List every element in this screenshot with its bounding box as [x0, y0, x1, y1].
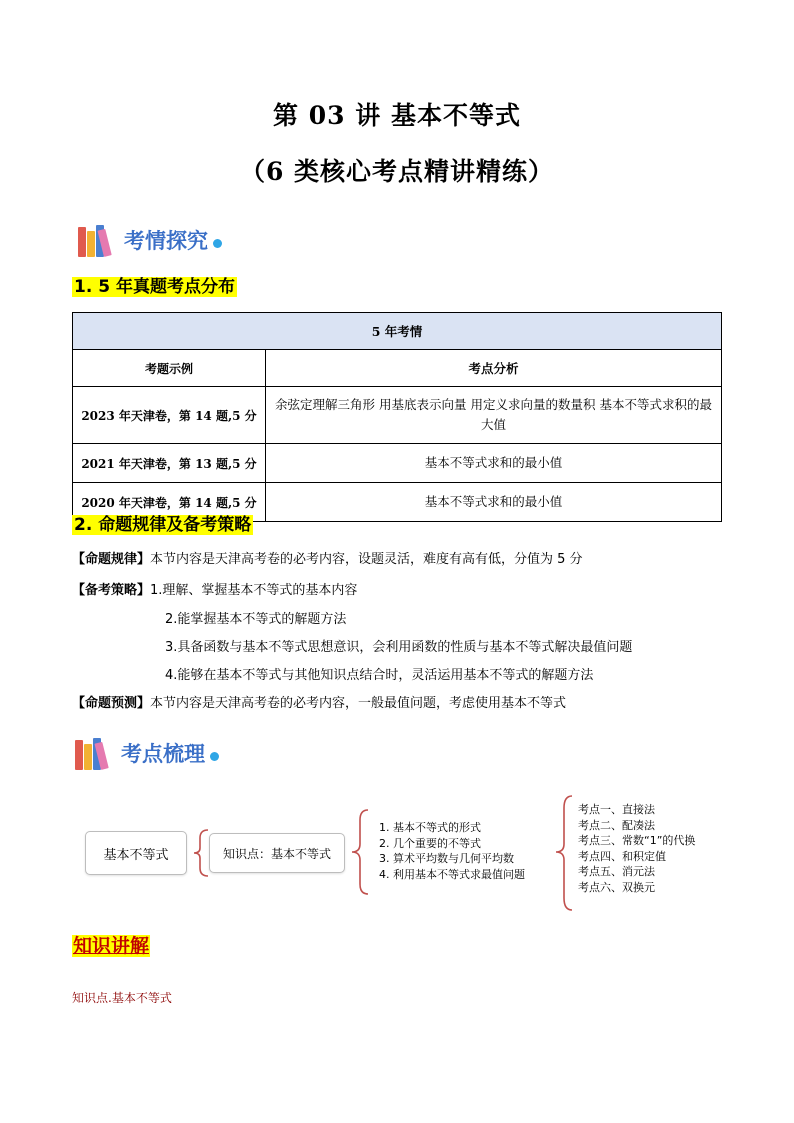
table-cell-analysis: 基本不等式求和的最小值 [266, 444, 722, 483]
section-heading-strategy [72, 514, 253, 536]
brace-icon [348, 808, 372, 896]
table-row [73, 444, 722, 483]
section-banner-review [75, 735, 219, 771]
forecast-label: 【命题预测】 [72, 696, 151, 711]
pattern-label: 【命题规律】 [72, 552, 151, 567]
table-caption: 5 年考情 [73, 313, 722, 350]
table-cell-source: 2023 年天津卷，第 14 题,5 分 [73, 387, 266, 444]
table-cell-analysis: 余弦定理解三角形 用基底表示向量 用定义求向量的数量积 基本不等式求积的最大值 [266, 387, 722, 444]
column-header-source: 考题示例 [73, 350, 266, 387]
strategy-label: 【备考策略】 [72, 583, 151, 598]
strategy-item: 1.理解、掌握基本不等式的基本内容 [150, 583, 358, 598]
column-header-analysis: 考点分析 [266, 350, 722, 387]
list-item: 考点六、双换元 [578, 880, 655, 894]
list-item: 考点三、常数“1”的代换 [578, 834, 696, 847]
list-item: 2. 几个重要的不等式 [379, 836, 481, 850]
list-item: 4. 利用基本不等式求最值问题 [379, 867, 525, 881]
table-row [73, 387, 722, 444]
list-item: 1. 基本不等式的形式 [379, 821, 481, 834]
section-heading-distribution [72, 276, 237, 298]
strategy-item: 4.能够在基本不等式与其他知识点结合时，灵活运用基本不等式的解题方法 [165, 668, 594, 683]
mindmap-points [578, 802, 695, 895]
knowledge-subheading: 知识点.基本不等式 [72, 991, 172, 1005]
table-cell-source: 2020 年天津卷，第 14 题,5 分 [73, 483, 266, 522]
knowledge-heading-text: 知识讲解 [73, 935, 150, 957]
pattern-paragraph [72, 551, 583, 569]
mindmap-knowledge [209, 833, 345, 873]
knowledge-heading [72, 931, 150, 958]
table-caption-row [73, 313, 722, 350]
dot-icon [213, 239, 222, 248]
strategy-paragraph [72, 582, 357, 600]
forecast-paragraph [72, 695, 566, 713]
section-heading-text: 2. 命题规律及备考策略 [74, 515, 252, 535]
list-item: 考点二、配凑法 [578, 818, 655, 832]
mindmap-root [85, 831, 187, 875]
list-item: 考点五、消元法 [578, 865, 655, 878]
mindmap-contents [379, 820, 525, 882]
books-icon [75, 736, 117, 770]
table-cell-analysis: 基本不等式求和的最小值 [266, 483, 722, 522]
list-item: 3. 算术平均数与几何平均数 [379, 852, 514, 865]
list-item: 考点四、和积定值 [578, 849, 666, 863]
mindmap-knowledge-label: 知识点：基本不等式 [222, 846, 331, 861]
strategy-item: 2.能掌握基本不等式的解题方法 [165, 612, 347, 627]
forecast-text: 本节内容是天津高考卷的必考内容，一般最值问题，考虑使用基本不等式 [150, 696, 567, 711]
table-cell-source: 2021 年天津卷，第 13 题,5 分 [73, 444, 266, 483]
table-header-row [73, 350, 722, 387]
document-subtitle: （6 类核心考点精讲精练） [239, 157, 555, 186]
strategy-item: 3.具备函数与基本不等式思想意识，会利用函数的性质与基本不等式解决最值问题 [165, 640, 633, 655]
section-banner-exam [78, 222, 222, 258]
books-icon [78, 223, 120, 257]
brace-icon [552, 794, 576, 914]
banner-label: 考点梳理 [121, 742, 205, 766]
dot-icon [210, 752, 219, 761]
section-heading-text: 1. 5 年真题考点分布 [74, 277, 235, 297]
pattern-text: 本节内容是天津高考卷的必考内容，设题灵活，难度有高有低，分值为 5 分 [150, 552, 583, 567]
banner-label: 考情探究 [124, 229, 208, 253]
list-item: 考点一、直接法 [578, 803, 655, 816]
mindmap-root-label: 基本不等式 [103, 847, 169, 863]
exam-table [72, 312, 722, 522]
document-title: 第 03 讲 基本不等式 [273, 101, 521, 130]
